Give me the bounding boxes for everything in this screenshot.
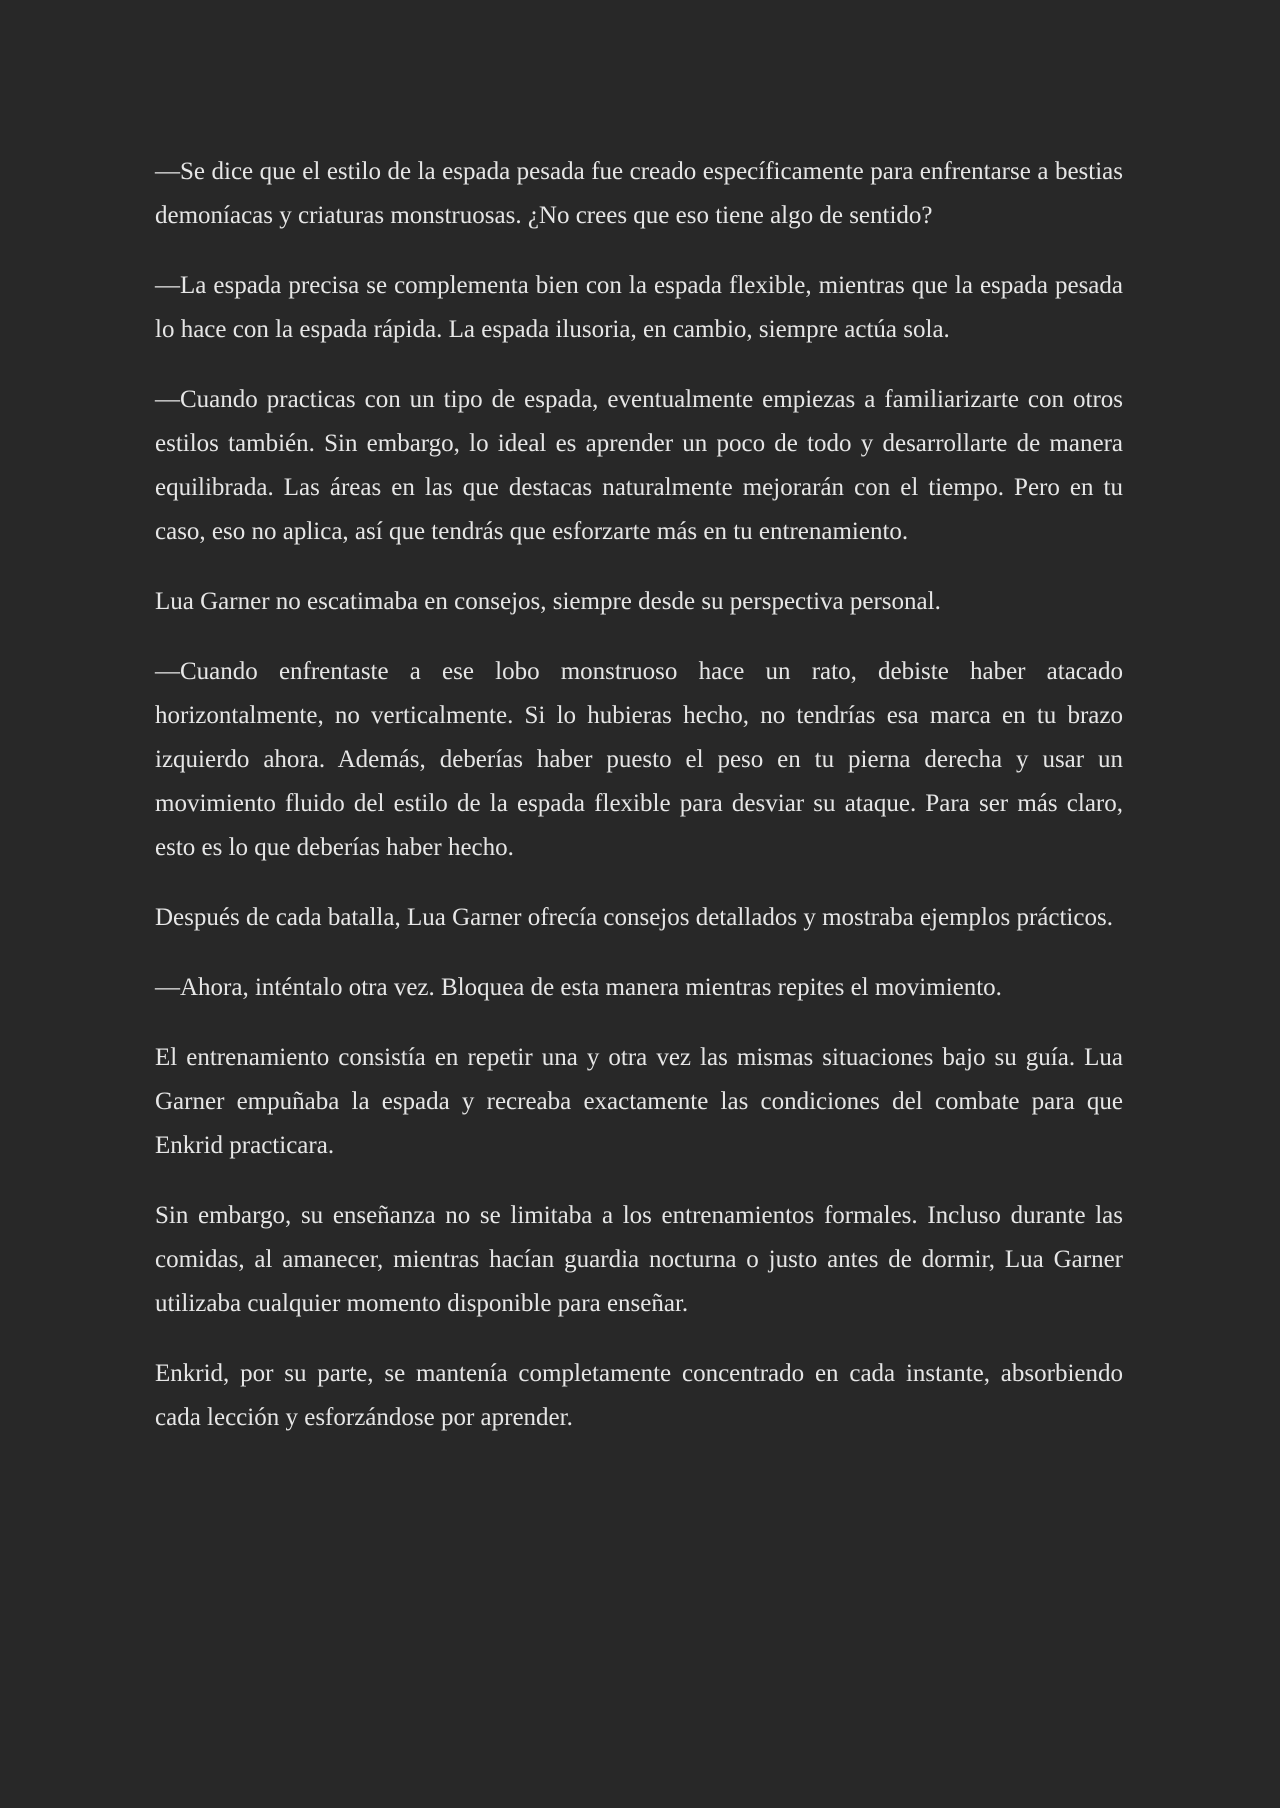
paragraph: Después de cada batalla, Lua Garner ofrecía consejos detallados y mostraba ejemplos prácticos. bbox=[155, 904, 1113, 931]
paragraph: —La espada precisa se complementa bien con la espada flexible, mientras que la espada pesada lo hace con la espada rápida. La espada ilusoria, en cambio, siempre actúa sola. bbox=[155, 272, 1123, 343]
paragraph: —Ahora, inténtalo otra vez. Bloquea de esta manera mientras repites el movimiento. bbox=[155, 974, 1002, 1001]
paragraph: Enkrid, por su parte, se mantenía completamente concentrado en cada instante, absorbiendo cada lección y esforzándose por aprender. bbox=[155, 1360, 1123, 1431]
paragraph: —Cuando enfrentaste a ese lobo monstruoso hace un rato, debiste haber atacado horizontalmente, no verticalmente. Si lo hubieras hecho, no tendrías esa marca en tu brazo izquierdo ahora. Además, deberías haber puesto el peso en tu pierna derecha y usar un movimiento fluido del estilo de la espada flexible para desviar su ataque. Para ser más claro, esto es lo que deberías haber hecho. bbox=[155, 658, 1123, 861]
paragraph: —Cuando practicas con un tipo de espada, eventualmente empiezas a familiarizarte con otros estilos también. Sin embargo, lo ideal es aprender un poco de todo y desarrollarte de manera equilibrada. Las áreas en las que destacas naturalmente mejorarán con el tiempo. Pero en tu caso, eso no aplica, así que tendrás que esforzarte más en tu entrenamiento. bbox=[155, 386, 1123, 545]
paragraph: —Se dice que el estilo de la espada pesada fue creado específicamente para enfrentarse a bestias demoníacas y criaturas monstruosas. ¿No crees que eso tiene algo de sentido? bbox=[155, 158, 1123, 229]
paragraph: Lua Garner no escatimaba en consejos, siempre desde su perspectiva personal. bbox=[155, 588, 941, 615]
paragraph: Sin embargo, su enseñanza no se limitaba a los entrenamientos formales. Incluso durante las comidas, al amanecer, mientras hacían guardia nocturna o justo antes de dormir, Lua Garner utilizaba cualquier momento disponible para enseñar. bbox=[155, 1202, 1123, 1317]
document-body bbox=[155, 150, 1123, 1466]
paragraph: El entrenamiento consistía en repetir una y otra vez las mismas situaciones bajo su guía. Lua Garner empuñaba la espada y recreaba exactamente las condiciones del combate para que Enkrid practicara. bbox=[155, 1044, 1123, 1159]
